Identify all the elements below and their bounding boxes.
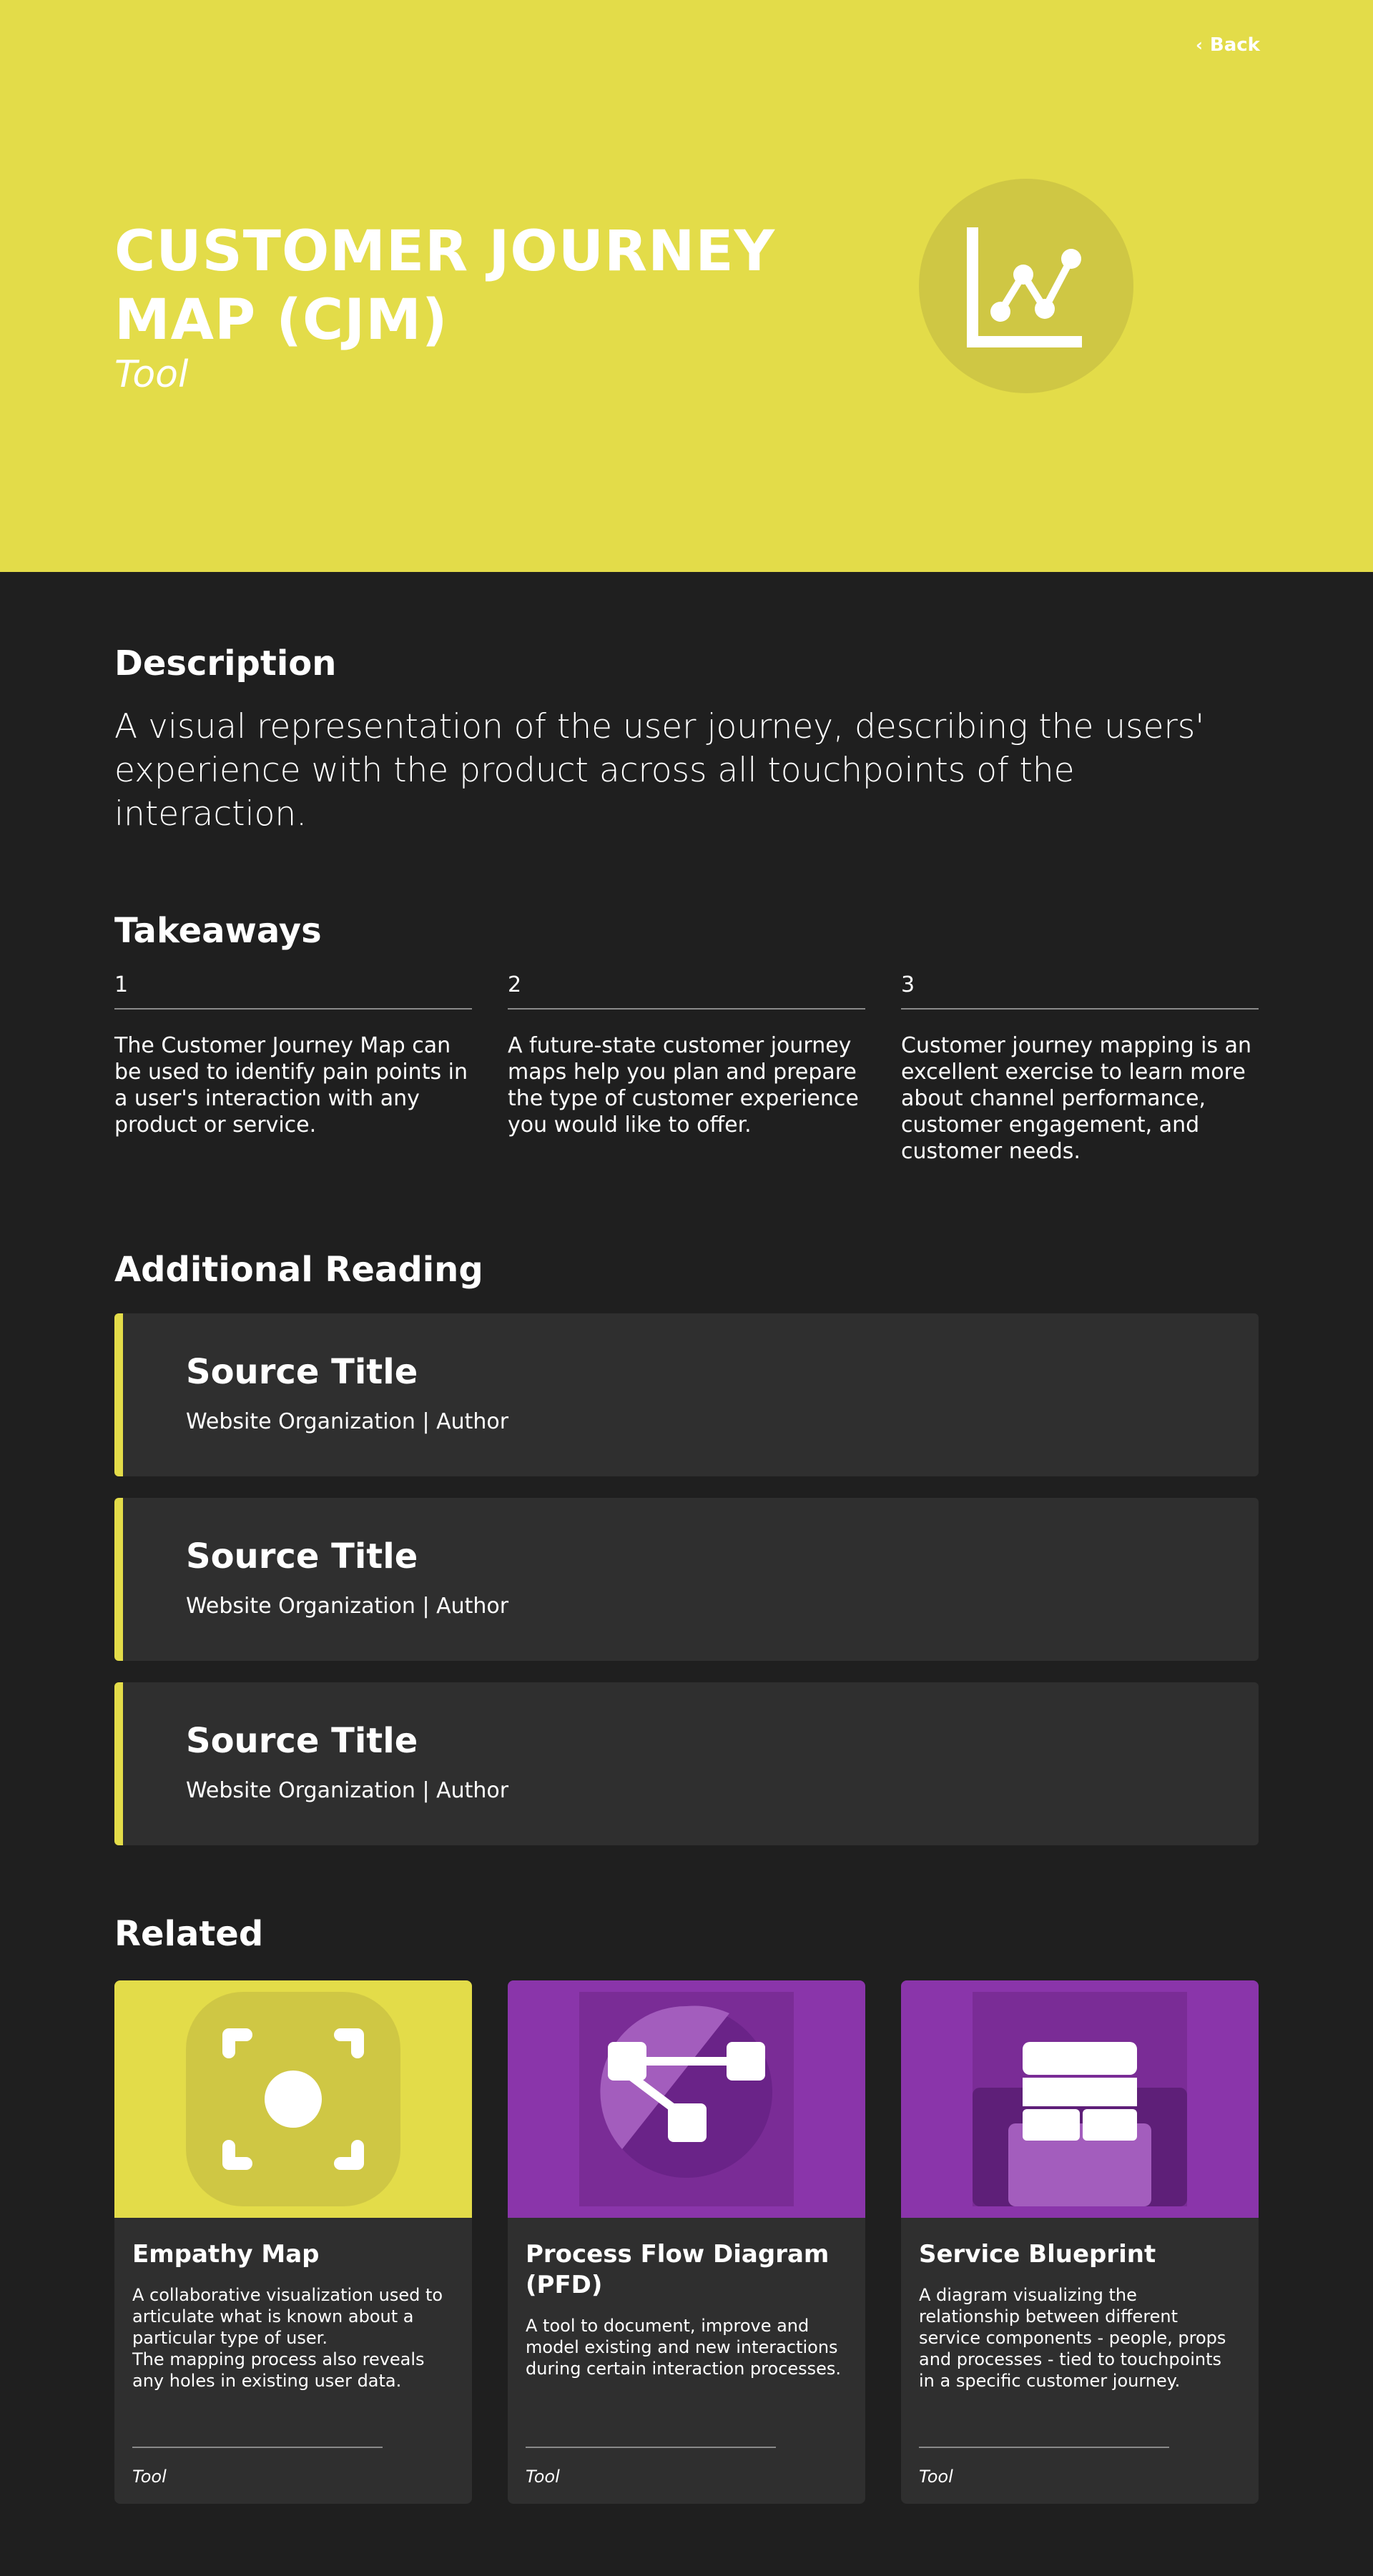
card-title: Empathy Map	[132, 2240, 320, 2269]
source-meta: Website Organization | Author	[186, 1778, 509, 1803]
card-body	[508, 2218, 865, 2379]
description-text: A visual representation of the user journey, describing the users' experience with the product across all touchpoints of the interaction.	[114, 707, 1205, 834]
card-body	[901, 2218, 1259, 2392]
card-title: Process Flow Diagram (PFD)	[526, 2240, 830, 2299]
related-card-process-flow-diagram[interactable]	[508, 1980, 865, 2504]
back-label: Back	[1209, 34, 1260, 56]
focus-frame-icon	[114, 1980, 472, 2218]
card-type: Tool	[132, 2467, 167, 2487]
blueprint-layers-icon	[901, 1980, 1259, 2218]
divider	[526, 2447, 776, 2448]
divider	[114, 1008, 472, 1010]
source-title: Source Title	[186, 1352, 418, 1392]
card-type: Tool	[919, 2467, 953, 2487]
card-body	[114, 2218, 472, 2392]
reading-card[interactable]	[114, 1682, 1259, 1845]
takeaway-text: A future-state customer journey maps help you plan and prepare the type of customer experience you would like to offer.	[508, 1033, 859, 1138]
divider	[132, 2447, 383, 2448]
card-description: A diagram visualizing the relationship between different service components - people, props and processes - tied to touchpoints in a specific customer journey.	[919, 2285, 1226, 2391]
page-title: CUSTOMER JOURNEY MAP (CJM)	[114, 219, 776, 352]
takeaways-heading: Takeaways	[114, 911, 322, 951]
source-meta: Website Organization | Author	[186, 1409, 509, 1434]
reading-card[interactable]	[114, 1498, 1259, 1661]
description-heading: Description	[114, 643, 337, 684]
takeaway-number: 1	[114, 972, 129, 997]
takeaway-number: 3	[901, 972, 915, 997]
takeaway-item	[114, 972, 472, 1165]
related-card-service-blueprint[interactable]	[901, 1980, 1259, 2504]
line-chart-icon	[919, 179, 1133, 393]
card-type: Tool	[526, 2467, 560, 2487]
related-heading: Related	[114, 1914, 264, 1954]
card-description: A tool to document, improve and model existing and new interactions during certain interaction processes.	[526, 2316, 842, 2379]
hero-banner	[0, 0, 1373, 572]
divider	[919, 2447, 1169, 2448]
related-card-empathy-map[interactable]	[114, 1980, 472, 2504]
takeaway-item	[508, 972, 865, 1165]
additional-reading-heading: Additional Reading	[114, 1250, 483, 1290]
takeaway-item	[901, 972, 1259, 1165]
related-list	[114, 1980, 1259, 2504]
source-title: Source Title	[186, 1721, 418, 1761]
divider	[508, 1008, 865, 1010]
chevron-left-icon: ‹	[1196, 35, 1203, 55]
source-title: Source Title	[186, 1536, 418, 1576]
takeaway-text: Customer journey mapping is an excellent exercise to learn more about channel performance, customer engagement, and customer needs.	[901, 1033, 1252, 1164]
reading-card[interactable]	[114, 1313, 1259, 1476]
card-title: Service Blueprint	[919, 2240, 1156, 2269]
source-meta: Website Organization | Author	[186, 1594, 509, 1619]
takeaway-text: The Customer Journey Map can be used to identify pain points in a user's interaction with any product or service.	[114, 1033, 468, 1138]
takeaway-number: 2	[508, 972, 522, 997]
back-link[interactable]	[1196, 34, 1260, 56]
reading-list	[114, 1313, 1259, 1867]
flow-nodes-icon	[508, 1980, 865, 2218]
takeaways-list	[114, 972, 1259, 1165]
page-subtitle: Tool	[114, 353, 189, 396]
divider	[901, 1008, 1259, 1010]
card-description: A collaborative visualization used to articulate what is known about a particular type of user. The mapping process also reveals any holes in existing user data.	[132, 2285, 443, 2391]
